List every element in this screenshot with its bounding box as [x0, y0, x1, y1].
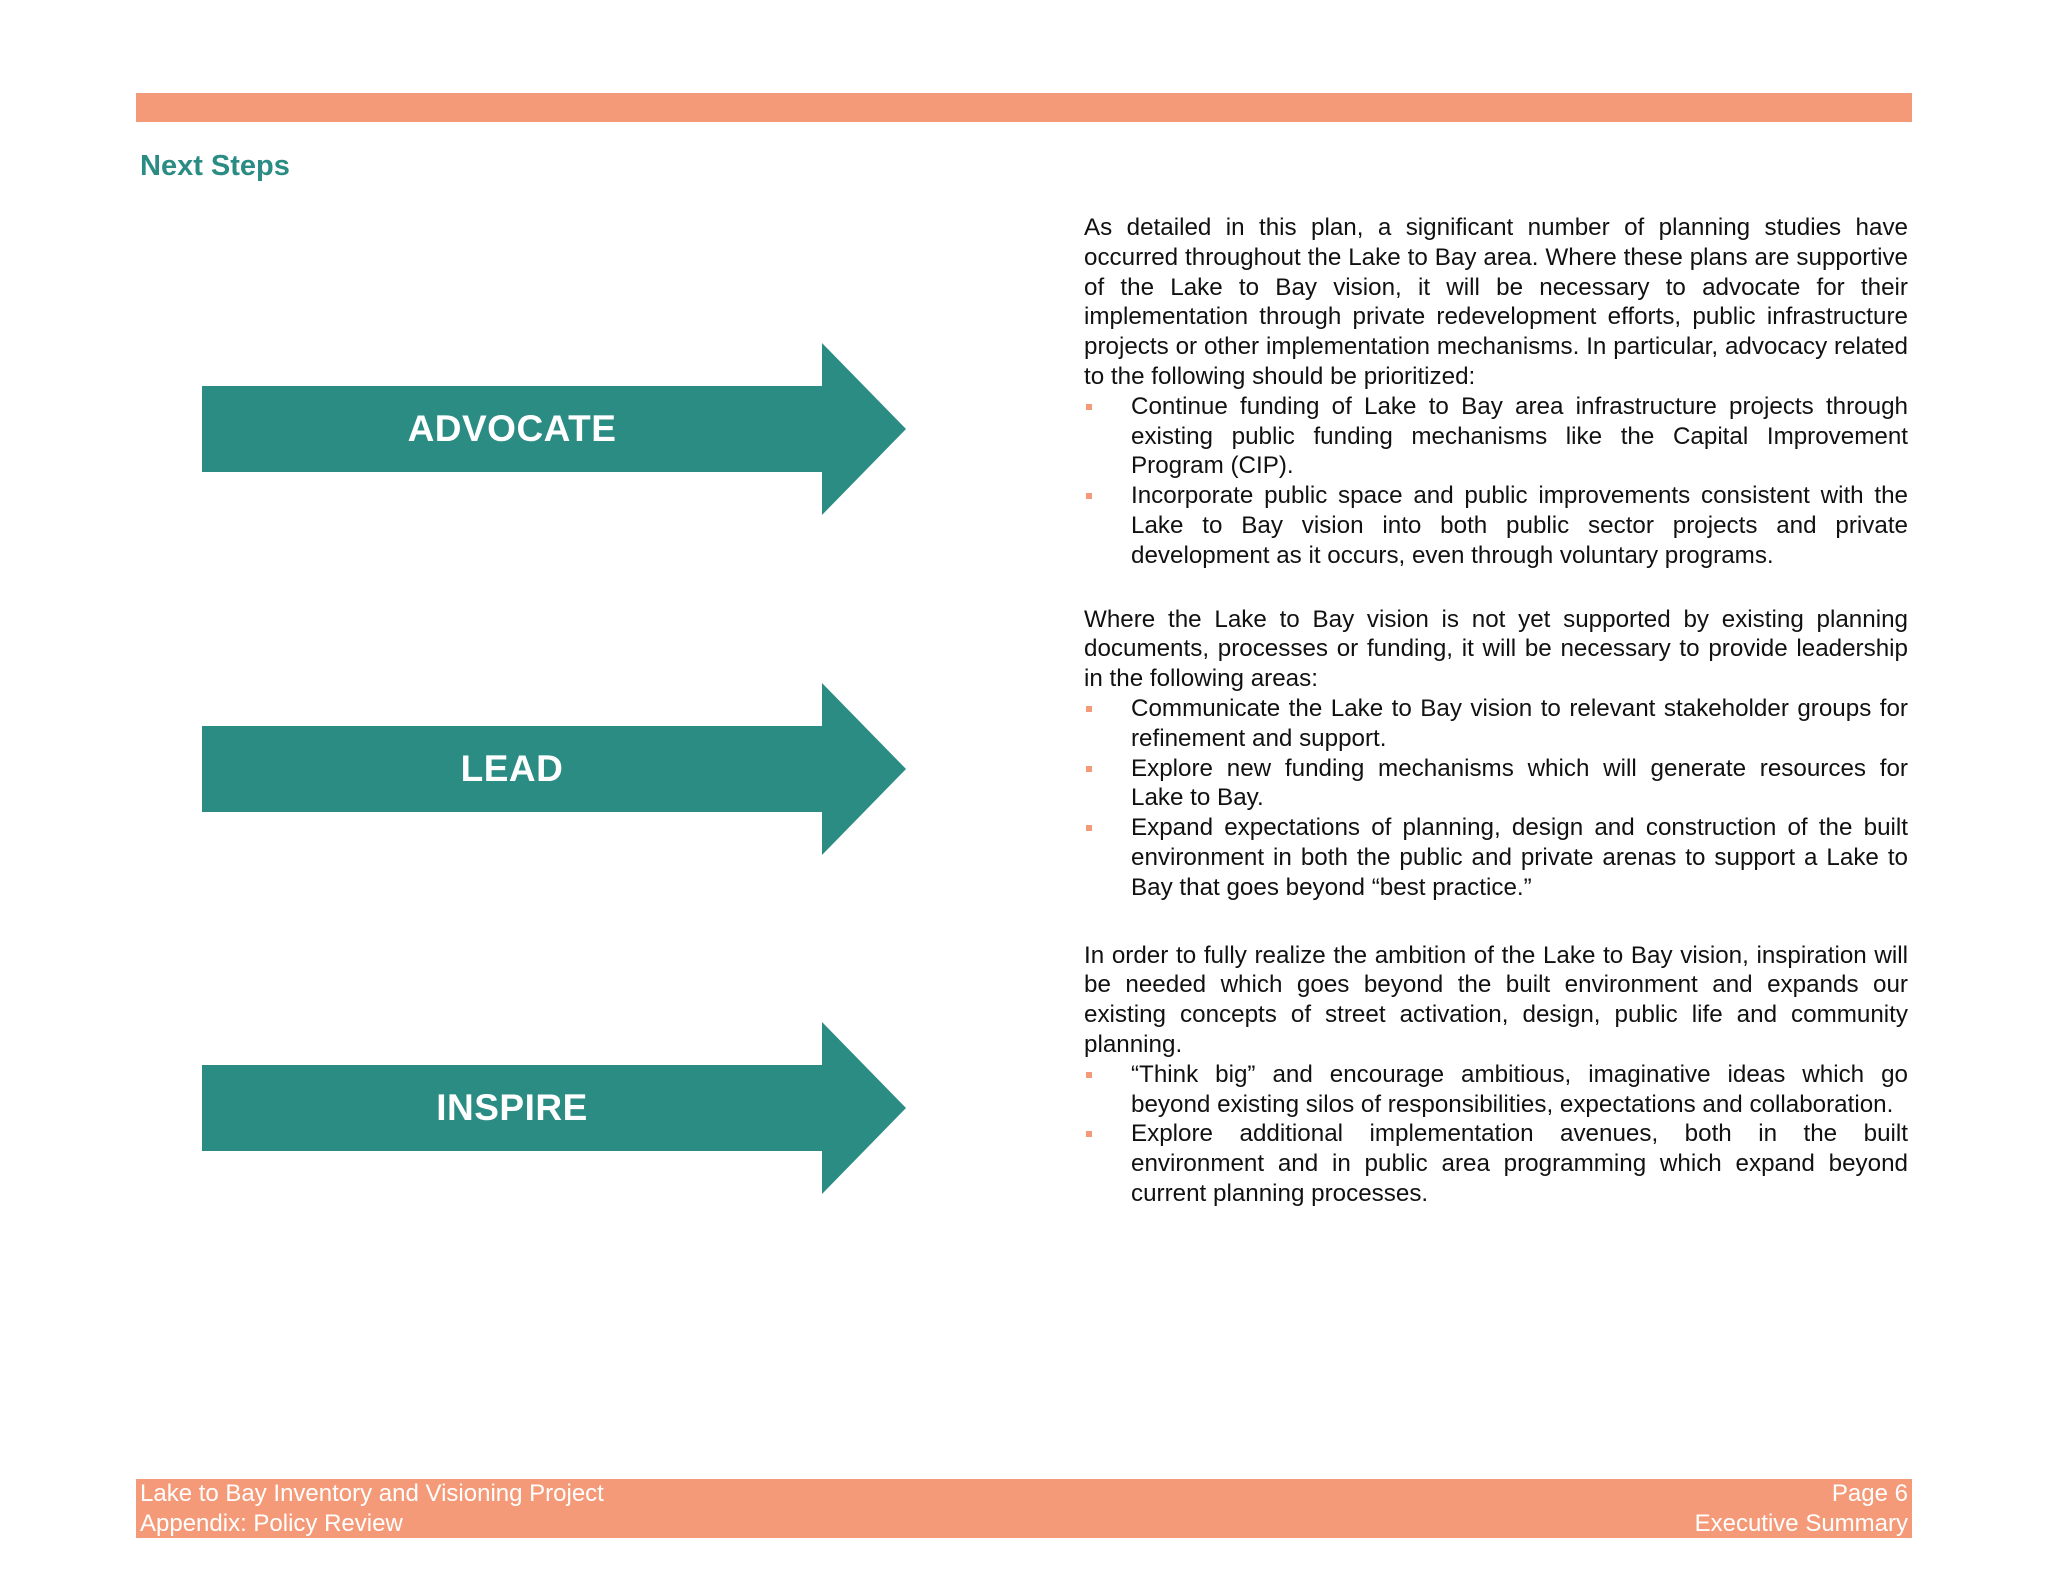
lead-intro: Where the Lake to Bay vision is not yet supported by existing planning documents, processes or funding, it will be necessary to provide leadership in the following areas: [1084, 605, 1908, 693]
footer-section-title: Appendix: Policy Review [140, 1509, 403, 1537]
list-item-text: Explore additional implementation avenues, both in the built environment and in public area programming which expand beyond current planning processes. [1131, 1120, 1908, 1207]
bullet-icon [1086, 766, 1092, 772]
bullet-icon [1086, 404, 1092, 410]
list-item-text: “Think big” and encourage ambitious, imaginative ideas which go beyond existing silos of responsibilities, expectations and collaboration. [1131, 1060, 1908, 1118]
list-item [1084, 813, 1908, 902]
footer-project-title: Lake to Bay Inventory and Visioning Project [140, 1480, 604, 1507]
inspire-arrow [202, 1022, 906, 1194]
page-title: Next Steps [140, 150, 290, 182]
list-item-text: Continue funding of Lake to Bay area infrastructure projects through existing public funding mechanisms like the Capital Improvement Program (CIP). [1131, 392, 1908, 480]
list-item [1084, 481, 1908, 570]
bullet-icon [1086, 1131, 1092, 1137]
bullet-icon [1086, 825, 1092, 831]
bullet-icon [1086, 706, 1092, 712]
inspire-section [1084, 941, 1908, 1209]
lead-arrow [202, 683, 906, 855]
list-item [1084, 1119, 1908, 1208]
lead-section [1084, 605, 1908, 903]
list-item-text: Communicate the Lake to Bay vision to relevant stakeholder groups for refinement and support. [1131, 694, 1908, 752]
list-item-text: Incorporate public space and public improvements consistent with the Lake to Bay vision into both public sector projects and private development as it occurs, even through voluntary programs. [1131, 482, 1908, 569]
list-item [1084, 392, 1908, 481]
page-footer [136, 1479, 1912, 1538]
header-accent-bar [136, 93, 1912, 122]
advocate-label: ADVOCATE [407, 408, 617, 449]
advocate-arrow [202, 343, 906, 515]
advocate-section [1084, 213, 1908, 571]
inspire-label: INSPIRE [436, 1087, 588, 1128]
list-item-text: Explore new funding mechanisms which will generate resources for Lake to Bay. [1131, 754, 1908, 812]
footer-chapter-title: Executive Summary [1694, 1509, 1908, 1537]
footer-left [140, 1479, 604, 1538]
footer-right [1695, 1479, 1908, 1538]
list-item [1084, 694, 1908, 754]
inspire-intro: In order to fully realize the ambition of the Lake to Bay vision, inspiration will be needed which goes beyond the built environment and expands our existing concepts of street activation, design, public life and community planning. [1084, 941, 1908, 1058]
lead-bullet-list [1084, 694, 1908, 903]
bullet-icon [1086, 1072, 1092, 1078]
page-number: Page 6 [1831, 1480, 1908, 1507]
list-item [1084, 1060, 1908, 1120]
bullet-icon [1086, 493, 1092, 499]
advocate-bullet-list [1084, 392, 1908, 571]
list-item [1084, 754, 1908, 814]
list-item-text: Expand expectations of planning, design and construction of the built environment in both the public and private arenas to support a Lake to Bay that goes beyond “best practice.” [1131, 814, 1908, 901]
body-text-column [1084, 213, 1908, 1243]
advocate-intro: As detailed in this plan, a significant number of planning studies have occurred throughout the Lake to Bay area. Where these plans are supportive of the Lake to Bay vision, it will be necessary to advocate for their implementation through private redevelopment efforts, public infrastructure projects or other implementation mechanisms. In particular, advocacy related to the following should be prioritized: [1084, 214, 1908, 390]
lead-label: LEAD [460, 748, 564, 789]
inspire-bullet-list [1084, 1060, 1908, 1209]
